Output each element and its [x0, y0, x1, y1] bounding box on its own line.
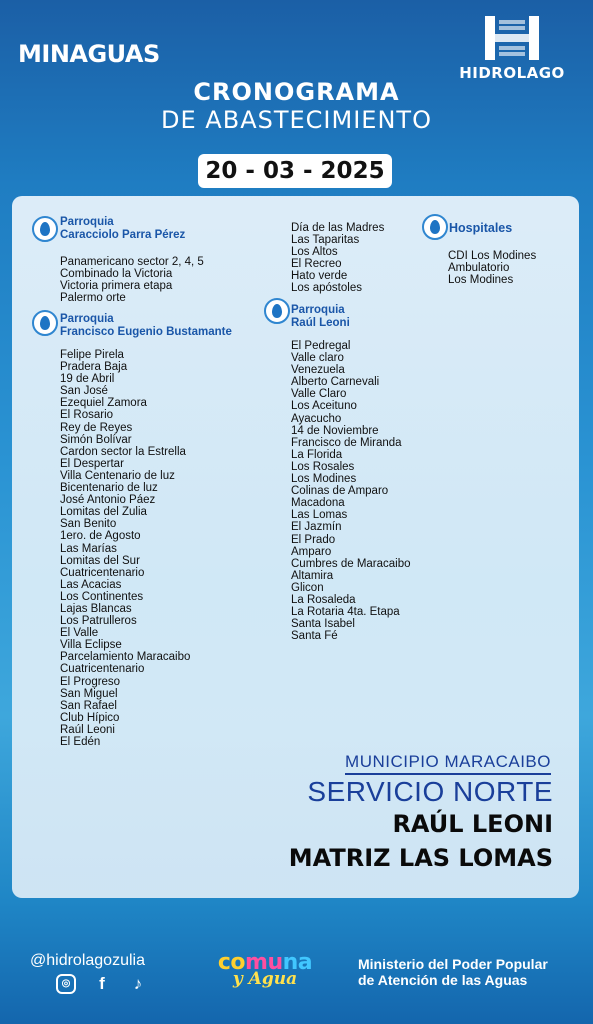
list-item: El Pedregal	[291, 340, 351, 352]
page-subtitle: DE ABASTECIMIENTO	[161, 106, 432, 134]
list-item: El Recreo	[291, 258, 342, 271]
parish-header-caracciolo: Parroquia Caracciolo Parra Pérez	[60, 216, 186, 241]
list-item: San Rafael	[60, 699, 117, 712]
list-item: Villa Centenario de luz	[60, 469, 175, 482]
list-item: Cuatricentenario	[60, 566, 145, 579]
list-item: El Valle	[60, 627, 99, 640]
parish-header-hospitales: Hospitales	[449, 221, 513, 235]
water-drop-icon	[422, 214, 448, 240]
parish-header-bustamante: Parroquia Francisco Eugenio Bustamante	[60, 313, 232, 338]
list-item: Las Marías	[60, 542, 117, 555]
list-item: Ambulatorio	[448, 262, 510, 275]
list-item: Cardon sector la Estrella	[60, 445, 186, 458]
social-icons	[56, 974, 148, 994]
list-item: 19 de Abril	[60, 373, 115, 386]
list-item: Villa Eclipse	[60, 639, 122, 652]
list-item: Simón Bolívar	[60, 433, 132, 446]
ministerio-label: Ministerio del Poder Popular de Atención de las Aguas	[358, 956, 548, 988]
service-area-title: RAÚL LEONI	[392, 810, 553, 838]
minaguas-logo: MINAGUAS	[18, 40, 160, 68]
list-item: La Rosaleda	[291, 593, 356, 606]
list-item: Los Altos	[291, 246, 338, 259]
list-item: Lajas Blancas	[60, 602, 132, 615]
list-item: Lomitas del Sur	[60, 554, 140, 567]
parish-list-bustamante-continued	[291, 222, 384, 295]
list-item: Santa Isabel	[291, 618, 355, 631]
list-item: Ayacucho	[291, 412, 342, 425]
tiktok-icon[interactable]: ♪	[133, 974, 143, 993]
list-item: CDI Los Modines	[448, 250, 537, 262]
hidrolago-name: HIDROLAGO	[459, 64, 565, 82]
list-item: San Benito	[60, 518, 117, 531]
list-item: Día de las Madres	[291, 222, 385, 234]
list-item: Club Hípico	[60, 711, 120, 724]
hidrolago-emblem-icon	[485, 16, 539, 60]
municipio-label: MUNICIPIO MARACAIBO	[345, 752, 551, 775]
list-item: Panamericano sector 2, 4, 5	[60, 256, 204, 268]
list-item: El Despertar	[60, 457, 124, 470]
list-item: El Edén	[60, 736, 101, 748]
schedule-card	[12, 196, 579, 898]
list-item: Cumbres de Maracaibo	[291, 557, 411, 570]
list-item: 14 de Noviembre	[291, 424, 379, 437]
list-item: Macadona	[291, 497, 345, 510]
list-item: Victoria primera etapa	[60, 280, 173, 293]
list-item: Lomitas del Zulia	[60, 506, 147, 519]
list-item: Raúl Leoni	[60, 723, 115, 736]
list-item: José Antonio Páez	[60, 494, 156, 507]
list-item: Los Rosales	[291, 460, 355, 473]
list-item: La Florida	[291, 448, 343, 461]
list-item: Los apóstoles	[291, 282, 362, 295]
list-item: Alberto Carnevali	[291, 376, 380, 389]
comuna-y-agua-logo: comuna y Agua	[217, 950, 313, 989]
servicio-label: SERVICIO NORTE	[307, 776, 553, 807]
list-item: Las Lomas	[291, 509, 348, 522]
list-item: Las Acacias	[60, 578, 122, 591]
list-item: Los Continentes	[60, 590, 144, 603]
facebook-icon[interactable]: f	[99, 974, 105, 993]
water-drop-icon	[32, 310, 58, 336]
list-item: El Jazmín	[291, 521, 342, 534]
list-item: Santa Fé	[291, 630, 338, 643]
list-item: El Progreso	[60, 675, 121, 688]
list-item: Rey de Reyes	[60, 421, 133, 434]
list-item: Palermo orte	[60, 292, 126, 305]
list-item: Los Modines	[291, 473, 357, 486]
list-item: Glicon	[291, 581, 324, 594]
list-item: Ezequiel Zamora	[60, 397, 147, 410]
parish-header-raul-leoni: Parroquia Raúl Leoni	[291, 304, 350, 329]
instagram-icon[interactable]: ◎	[56, 974, 76, 994]
list-item: El Rosario	[60, 409, 114, 422]
list-item: Francisco de Miranda	[291, 436, 402, 449]
list-item: El Prado	[291, 533, 336, 546]
social-handle[interactable]: @hidrolagozulia	[30, 952, 145, 969]
list-item: San José	[60, 385, 108, 398]
water-drop-icon	[264, 298, 290, 324]
list-item: Colinas de Amparo	[291, 485, 389, 498]
list-item: Las Taparitas	[291, 234, 360, 247]
service-source-title: MATRIZ LAS LOMAS	[288, 844, 553, 872]
list-item: Cuatricentenario	[60, 663, 145, 676]
list-item: Pradera Baja	[60, 361, 128, 374]
schedule-date: 20 - 03 - 2025	[198, 154, 392, 188]
page-title: CRONOGRAMA	[193, 78, 400, 106]
list-item: Venezuela	[291, 364, 345, 377]
list-item: Combinado la Victoria	[60, 268, 173, 281]
list-item: Valle Claro	[291, 388, 347, 401]
list-item: Los Modines	[448, 274, 514, 287]
list-item: Los Aceituno	[291, 400, 357, 413]
list-item: Bicentenario de luz	[60, 482, 158, 495]
list-item: Valle claro	[291, 352, 344, 365]
hidrolago-logo	[451, 16, 573, 82]
list-item: La Rotaria 4ta. Etapa	[291, 606, 400, 619]
list-item: Amparo	[291, 545, 332, 558]
list-item: Felipe Pirela	[60, 349, 124, 361]
water-drop-icon	[32, 216, 58, 242]
list-item: San Miguel	[60, 687, 118, 700]
list-item: Los Patrulleros	[60, 615, 137, 628]
hospital-list	[448, 250, 536, 286]
list-item: Altamira	[291, 569, 334, 582]
list-item: Hato verde	[291, 270, 348, 283]
parish-list-raul-leoni	[291, 340, 411, 642]
parish-list-caracciolo	[60, 256, 204, 304]
list-item: Parcelamiento Maracaibo	[60, 651, 191, 664]
parish-list-bustamante	[60, 349, 190, 748]
list-item: 1ero. de Agosto	[60, 530, 141, 543]
